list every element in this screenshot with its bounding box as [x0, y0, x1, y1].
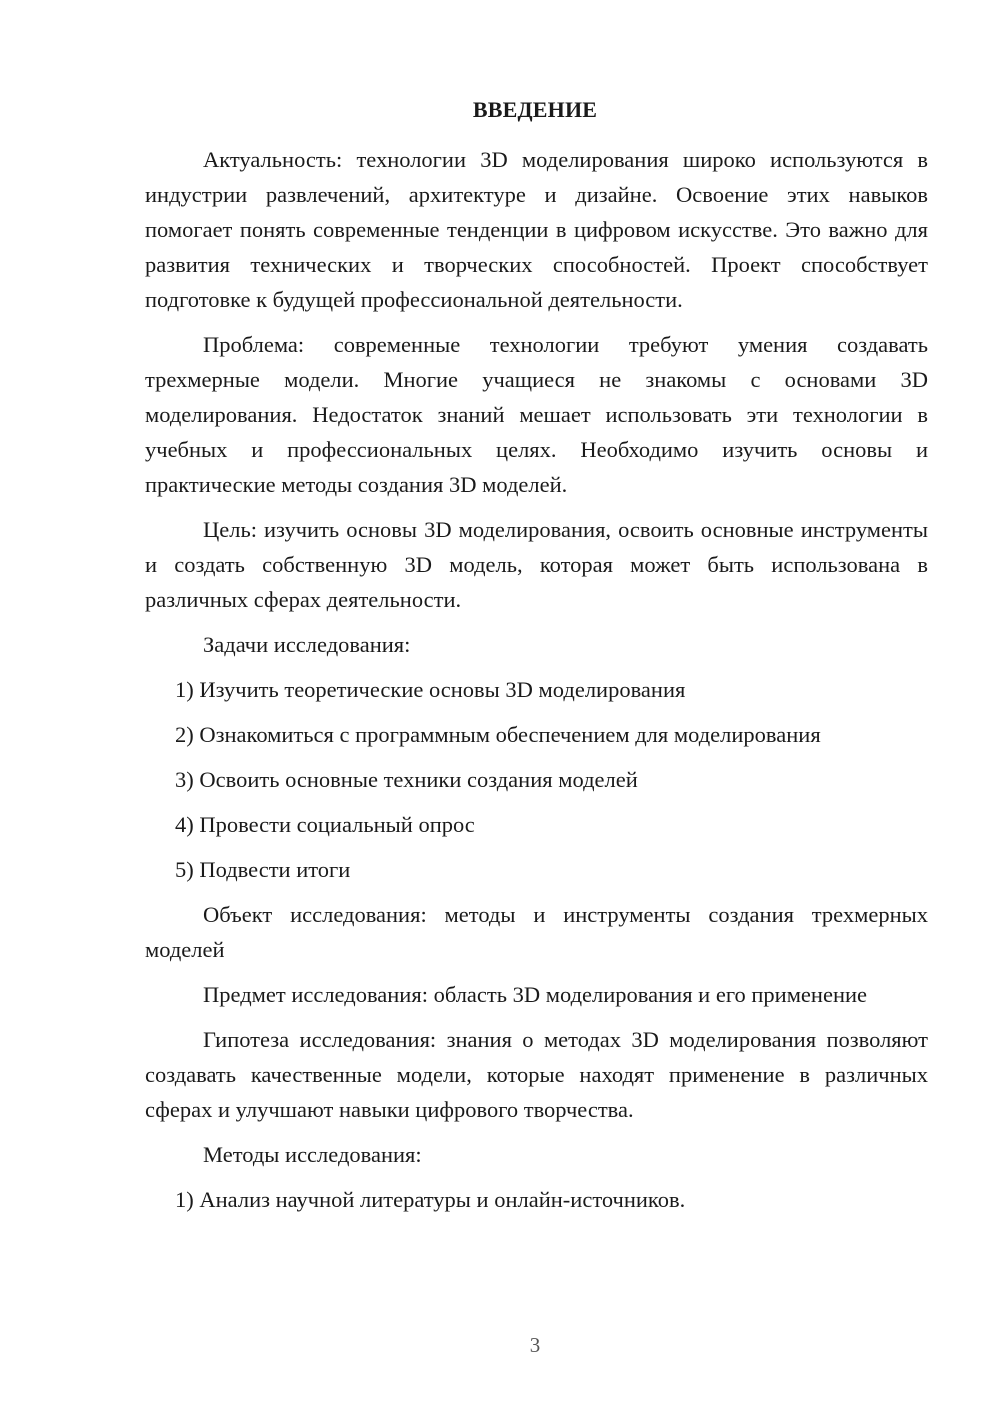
list-item: 3) Освоить основные техники создания моделей [175, 767, 638, 792]
methods-list [145, 1182, 928, 1217]
list-item: 1) Анализ научной литературы и онлайн-источников. [175, 1187, 686, 1212]
goal-paragraph: Цель: изучить основы 3D моделирования, освоить основные инструменты и создать собственную 3D модель, которая может быть использована в различных сферах деятельности. [145, 517, 928, 612]
document-body [145, 142, 928, 1227]
methods-title: Методы исследования: [203, 1142, 422, 1167]
tasks-list [145, 672, 928, 887]
relevance-paragraph: Актуальность: технологии 3D моделирования широко используются в индустрии развлечений, архитектуре и дизайне. Освоение этих навыков помогает понять современные тенденции в цифровом искусстве. Это важно для развития технических и творческих способностей. Проект способствует подготовке к будущей профессиональной деятельности. [145, 147, 928, 312]
list-item: 5) Подвести итоги [175, 857, 351, 882]
tasks-title: Задачи исследования: [203, 632, 411, 657]
list-item: 4) Провести социальный опрос [175, 812, 475, 837]
subject-paragraph: Предмет исследования: область 3D моделирования и его применение [203, 982, 868, 1007]
list-item: 2) Ознакомиться с программным обеспечением для моделирования [175, 722, 821, 747]
page-number: 3 [529, 1333, 541, 1357]
list-item: 1) Изучить теоретические основы 3D моделирования [175, 677, 686, 702]
object-paragraph: Объект исследования: методы и инструменты создания трехмерных моделей [145, 902, 928, 962]
problem-paragraph: Проблема: современные технологии требуют умения создавать трехмерные модели. Многие учащиеся не знакомы с основами 3D моделирования. Недостаток знаний мешает использовать эти технологии в учебных и профессиональных целях. Необходимо изучить основы и практические методы создания 3D моделей. [145, 332, 928, 497]
section-heading: ВВЕДЕНИЕ [472, 97, 598, 122]
hypothesis-paragraph: Гипотеза исследования: знания о методах 3D моделирования позволяют создавать качественные модели, которые находят применение в различных сферах и улучшают навыки цифрового творчества. [145, 1027, 928, 1122]
